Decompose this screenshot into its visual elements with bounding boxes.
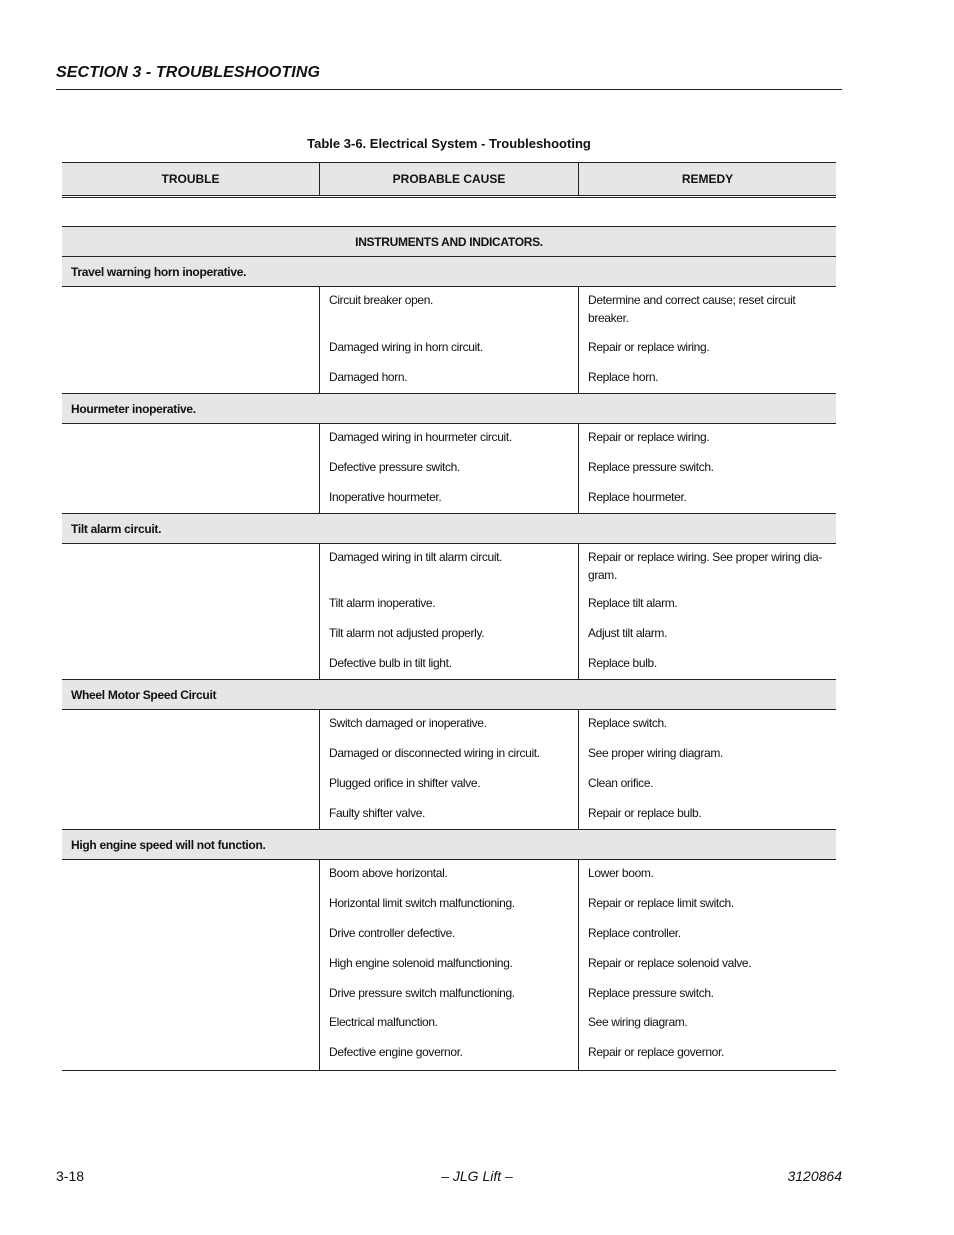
trouble-heading: Tilt alarm circuit. <box>62 513 836 543</box>
probable-cause-cell: Defective pressure switch. <box>329 460 460 474</box>
trouble-cell <box>62 424 320 513</box>
remedy-cell: Replace tilt alarm. <box>588 596 678 610</box>
remedy-cell: Replace controller. <box>588 926 681 940</box>
header-divider <box>62 197 836 198</box>
remedy-cell: Replace bulb. <box>588 656 657 670</box>
remedy-column <box>579 424 836 513</box>
probable-cause-column <box>320 710 579 829</box>
probable-cause-cell: Damaged horn. <box>329 370 408 384</box>
remedy-cell: Replace pressure switch. <box>588 460 714 474</box>
probable-cause-cell: Electrical malfunction. <box>329 1015 438 1029</box>
probable-cause-cell: Faulty shifter valve. <box>329 806 426 820</box>
remedy-cell: Lower boom. <box>588 866 654 880</box>
remedy-cell: Repair or replace bulb. <box>588 806 702 820</box>
trouble-cell <box>62 287 320 393</box>
column-header-probable-cause: PROBABLE CAUSE <box>320 163 579 195</box>
probable-cause-cell: Tilt alarm inoperative. <box>329 596 436 610</box>
remedy-column <box>579 710 836 829</box>
probable-cause-cell: Damaged wiring in horn circuit. <box>329 340 483 354</box>
table-title: Table 3-6. Electrical System - Troubleshooting <box>307 136 591 151</box>
remedy-cell: See proper wiring diagram. <box>588 746 723 760</box>
category-heading: INSTRUMENTS AND INDICATORS. <box>62 226 836 256</box>
probable-cause-cell: Drive controller defective. <box>329 926 455 940</box>
probable-cause-column <box>320 544 579 679</box>
probable-cause-cell: High engine solenoid malfunctioning. <box>329 956 513 970</box>
remedy-cell: Replace pressure switch. <box>588 986 714 1000</box>
remedy-cell: Replace hourmeter. <box>588 490 687 504</box>
probable-cause-cell: Tilt alarm not adjusted properly. <box>329 626 485 640</box>
probable-cause-cell: Boom above horizontal. <box>329 866 448 880</box>
troubleshooting-table <box>62 226 836 1071</box>
page-number: 3-18 <box>56 1168 85 1184</box>
remedy-column <box>579 860 836 1070</box>
remedy-cell: Clean orifice. <box>588 776 654 790</box>
remedy-cell: Repair or replace wiring. See proper wiring dia-gram. <box>588 550 822 582</box>
remedy-cell: Repair or replace wiring. <box>588 340 710 354</box>
remedy-cell: Repair or replace wiring. <box>588 430 710 444</box>
remedy-cell: Replace switch. <box>588 716 667 730</box>
remedy-cell: Replace horn. <box>588 370 659 384</box>
trouble-heading: Wheel Motor Speed Circuit <box>62 679 836 709</box>
probable-cause-cell: Horizontal limit switch malfunctioning. <box>329 896 515 910</box>
remedy-cell: Determine and correct cause; reset circuit breaker. <box>588 293 796 325</box>
column-header-remedy: REMEDY <box>681 172 734 186</box>
trouble-heading: High engine speed will not function. <box>62 829 836 859</box>
trouble-group-rows <box>62 543 836 679</box>
section-title: SECTION 3 - TROUBLESHOOTING <box>56 64 842 90</box>
trouble-cell <box>62 544 320 679</box>
trouble-heading: Hourmeter inoperative. <box>62 393 836 423</box>
trouble-group-rows <box>62 709 836 829</box>
trouble-heading: Travel warning horn inoperative. <box>62 256 836 286</box>
column-header-trouble: TROUBLE <box>62 163 320 195</box>
probable-cause-column <box>320 424 579 513</box>
remedy-cell: Adjust tilt alarm. <box>588 626 668 640</box>
footer-publisher: – JLG Lift – <box>441 1168 513 1184</box>
probable-cause-cell: Defective engine governor. <box>329 1045 463 1059</box>
remedy-column <box>579 544 836 679</box>
probable-cause-cell: Damaged wiring in hourmeter circuit. <box>329 430 512 444</box>
document-number: 3120864 <box>787 1168 842 1184</box>
remedy-column <box>579 287 836 393</box>
probable-cause-cell: Damaged wiring in tilt alarm circuit. <box>329 550 503 564</box>
probable-cause-cell: Defective bulb in tilt light. <box>329 656 452 670</box>
table-column-header <box>62 162 836 196</box>
trouble-group-rows <box>62 423 836 513</box>
remedy-cell: Repair or replace limit switch. <box>588 896 734 910</box>
remedy-cell: See wiring diagram. <box>588 1015 688 1029</box>
remedy-cell: Repair or replace solenoid valve. <box>588 956 752 970</box>
trouble-cell <box>62 710 320 829</box>
probable-cause-column <box>320 860 579 1070</box>
trouble-group-rows <box>62 859 836 1070</box>
probable-cause-cell: Switch damaged or inoperative. <box>329 716 487 730</box>
probable-cause-cell: Plugged orifice in shifter valve. <box>329 776 481 790</box>
probable-cause-cell: Circuit breaker open. <box>329 293 434 307</box>
remedy-cell: Repair or replace governor. <box>588 1045 724 1059</box>
probable-cause-column <box>320 287 579 393</box>
trouble-cell <box>62 860 320 1070</box>
probable-cause-cell: Damaged or disconnected wiring in circuit. <box>329 746 540 760</box>
probable-cause-cell: Drive pressure switch malfunctioning. <box>329 986 515 1000</box>
trouble-group-rows <box>62 286 836 393</box>
probable-cause-cell: Inoperative hourmeter. <box>329 490 442 504</box>
